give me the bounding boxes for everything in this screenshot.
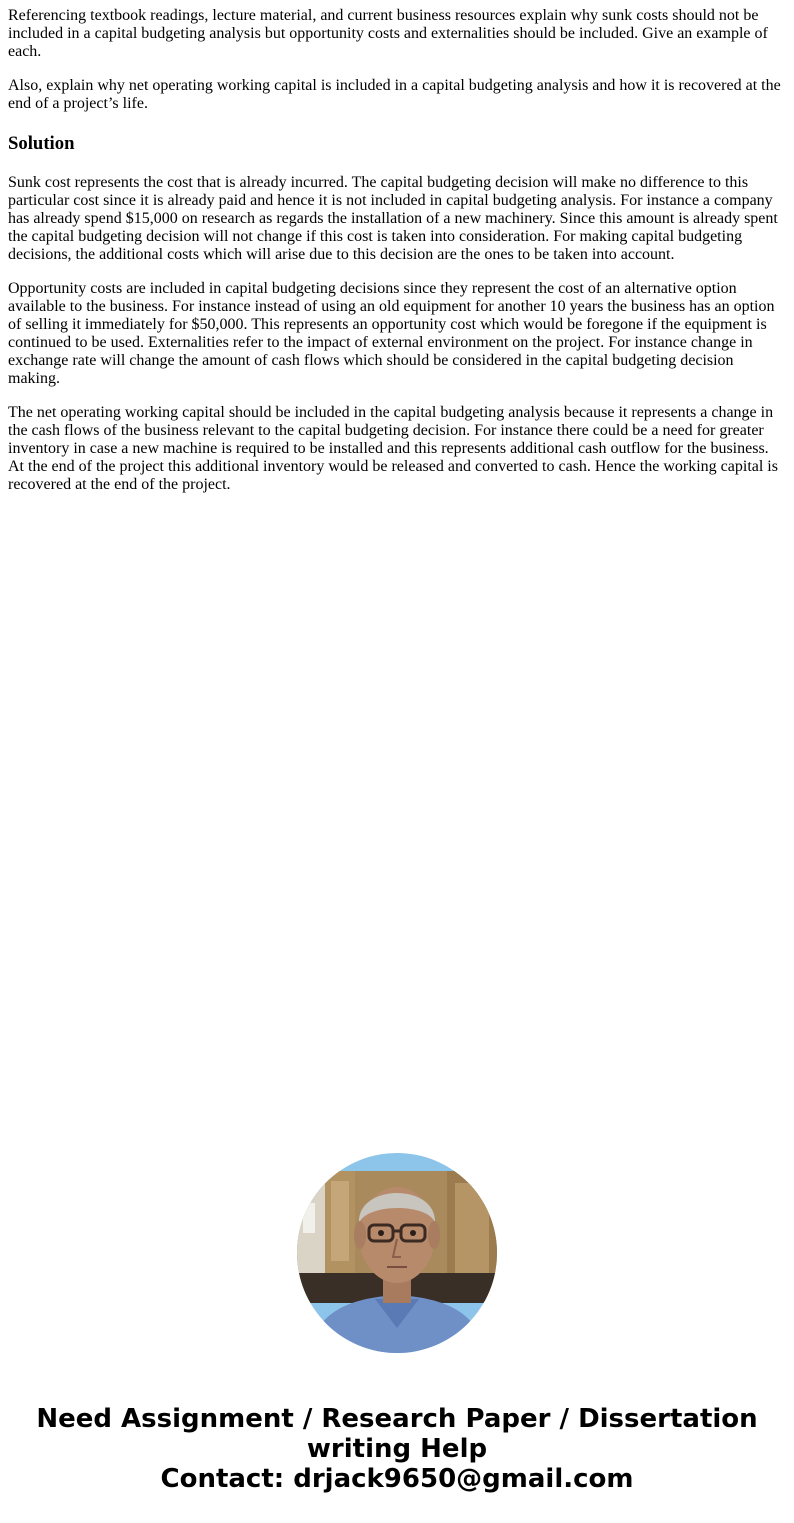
solution-paragraph-working-capital: The net operating working capital should be included in the capital budgeting analysis because it represents a change in the cash flows of the business relevant to the capital budgeting decision. For instance there could be a need for greater inventory in case a new machine is required to be installed and this represents additional cash outflow for the business. At the end of the project this additional inventory would be released and converted to cash. Hence the working capital is recovered at the end of the project.	[8, 404, 778, 493]
question-paragraph-1: Referencing textbook readings, lecture material, and current business resources explain why sunk costs should not be included in a capital budgeting analysis but opportunity costs and externalities should be included. Give an example of each.	[8, 7, 768, 60]
solution-paragraph-sunk-cost: Sunk cost represents the cost that is already incurred. The capital budgeting decision will make no difference to this particular cost since it is already paid and hence it is not included in capital budgeting analysis. For instance a company has already spend $15,000 on research as regards the installation of a new machinery. Since this amount is already spent the capital budgeting decision will not change if this cost is taken into consideration. For making capital budgeting decisions, the additional costs which will arise due to this decision are the ones to be taken into account.	[8, 174, 778, 263]
avatar	[297, 1153, 497, 1353]
document-body	[8, 7, 786, 510]
promo-line-1: Need Assignment / Research Paper / Dissertation	[36, 1404, 758, 1434]
question-paragraph-2: Also, explain why net operating working capital is included in a capital budgeting analysis and how it is recovered at the end of a project’s life.	[8, 77, 781, 112]
promo-contact-line: Contact: drjack9650@gmail.com	[160, 1464, 634, 1494]
promo-banner	[0, 1404, 794, 1494]
promo-line-2: writing Help	[306, 1434, 488, 1464]
avatar-portrait-image	[297, 1153, 497, 1353]
solution-paragraph-opportunity-cost: Opportunity costs are included in capital budgeting decisions since they represent the cost of an alternative option available to the business. For instance instead of using an old equipment for another 10 years the business has an option of selling it immediately for $50,000. This represents an opportunity cost which would be foregone if the equipment is continued to be used. Externalities refer to the impact of external environment on the project. For instance change in exchange rate will change the amount of cash flows which should be considered in the capital budgeting decision making.	[8, 280, 775, 387]
solution-heading: Solution	[8, 133, 75, 154]
